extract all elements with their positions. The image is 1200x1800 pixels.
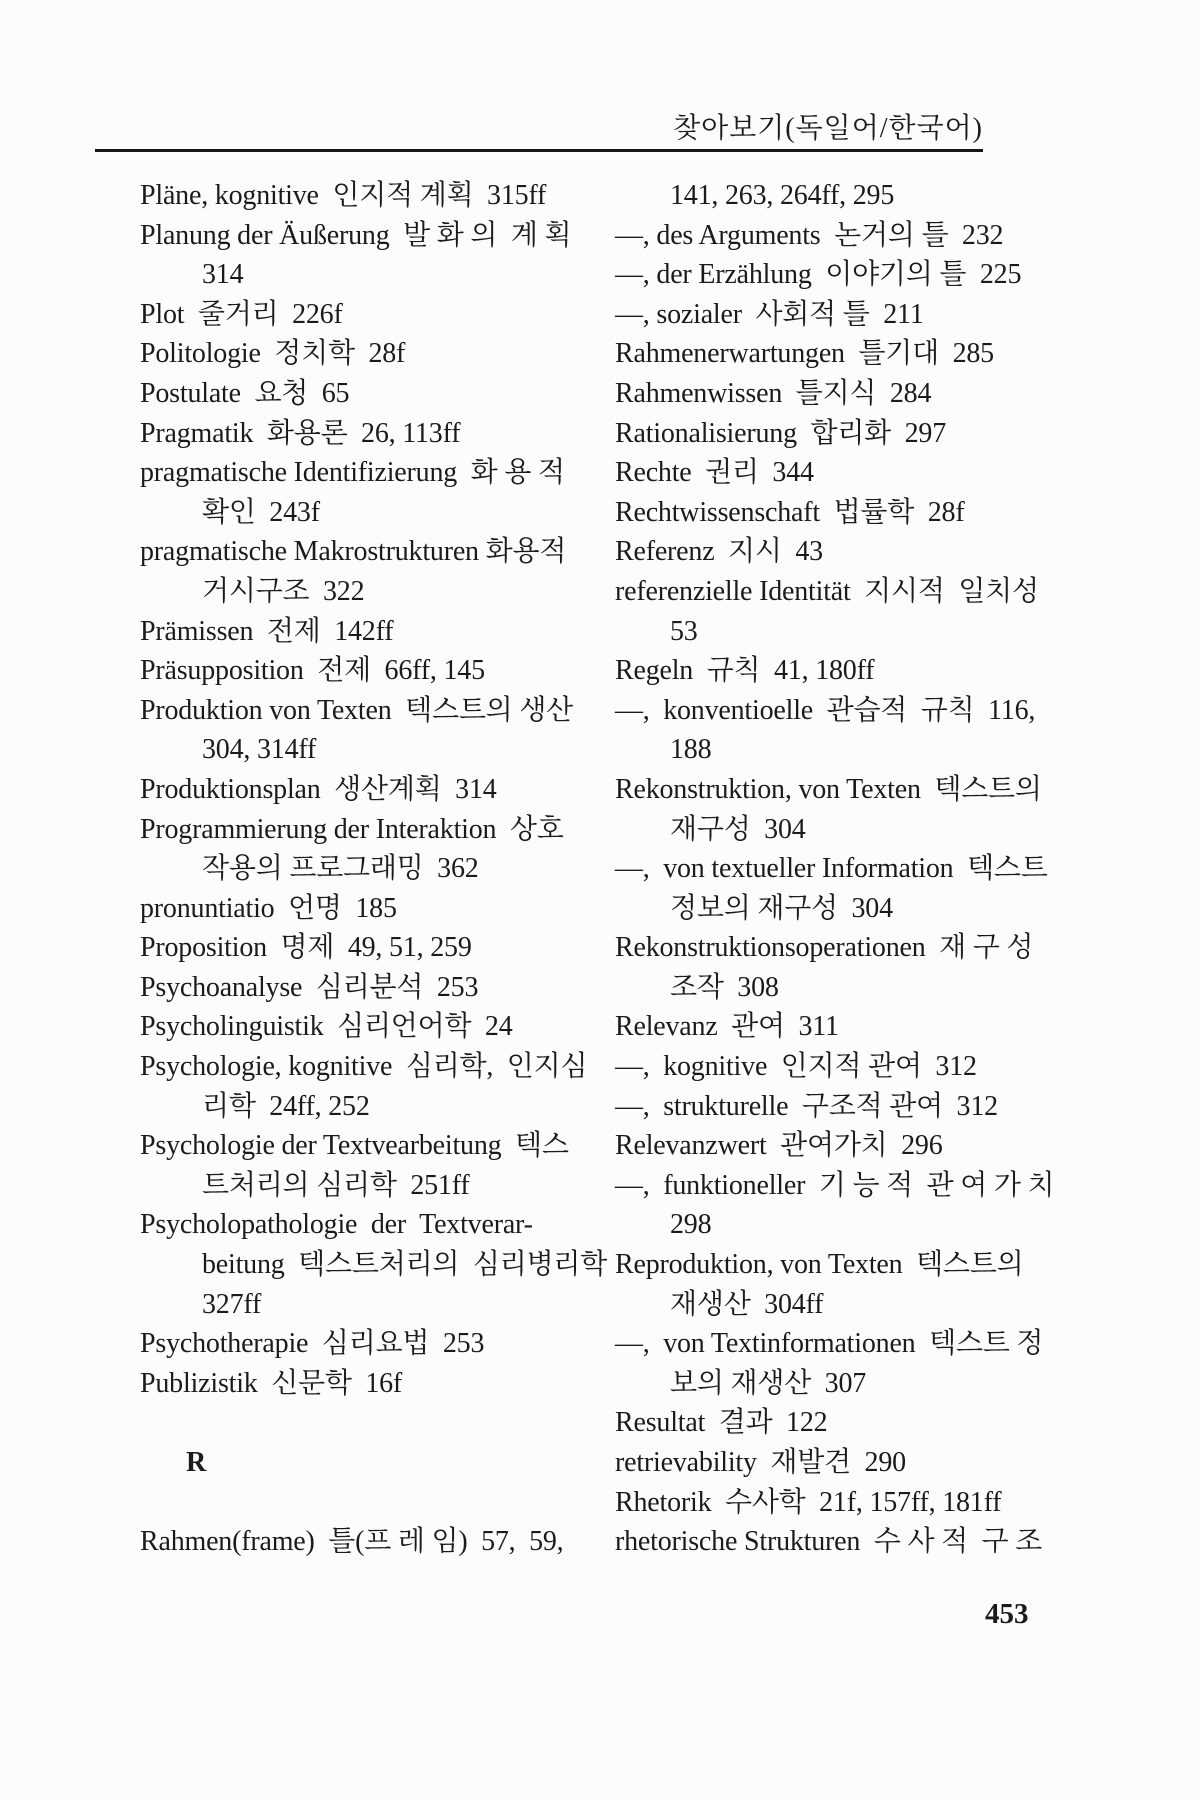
section-heading: R <box>186 1447 207 1478</box>
index-line: retrievability 재발견 290 <box>615 1447 906 1478</box>
index-line: 트처리의 심리학 251ff <box>202 1169 470 1201</box>
index-line: 53 <box>670 615 698 647</box>
index-line: 304, 314ff <box>202 734 317 766</box>
index-line: Publizistik 신문학 16f <box>140 1367 403 1399</box>
index-line: —, konventioelle 관습적 규칙 116, <box>615 694 1036 726</box>
index-line: Psychologie der Textvearbeitung 텍스 <box>140 1130 569 1162</box>
index-line: Pragmatik 화용론 26, 113ff <box>140 417 461 449</box>
index-line: pragmatische Makrostrukturen 화용적 <box>140 536 567 568</box>
index-line: pragmatische Identifizierung 화 용 적 <box>140 457 565 489</box>
index-line: beitung 텍스트처리의 심리병리학 <box>202 1249 608 1281</box>
index-line: Rekonstruktionsoperationen 재 구 성 <box>615 932 1034 964</box>
index-line: referenzielle Identität 지시적 일치성 <box>615 575 1039 607</box>
index-line: Psycholopathologie der Textverar- <box>140 1209 533 1241</box>
index-line: 정보의 재구성 304 <box>670 892 893 924</box>
index-line: 리학 24ff, 252 <box>202 1090 370 1122</box>
index-line: Programmierung der Interaktion 상호 <box>140 813 564 845</box>
index-line: Präsupposition 전제 66ff, 145 <box>140 655 485 687</box>
index-line: Rationalisierung 합리화 297 <box>615 417 947 449</box>
index-line: —, sozialer 사회적 틀 211 <box>615 298 924 330</box>
index-line: Regeln 규칙 41, 180ff <box>615 655 875 687</box>
index-line: Rhetorik 수사학 21f, 157ff, 181ff <box>615 1486 1002 1518</box>
index-line: Rekonstruktion, von Texten 텍스트의 <box>615 773 1042 805</box>
index-line: Rechtwissenschaft 법률학 28f <box>615 496 965 528</box>
index-line: 188 <box>670 734 712 766</box>
index-line: Psychotherapie 심리요법 253 <box>140 1328 485 1360</box>
index-line: pronuntiatio 언명 185 <box>140 892 397 924</box>
index-line: Relevanz 관여 311 <box>615 1011 839 1043</box>
index-line: Produktionsplan 생산계획 314 <box>140 773 497 805</box>
index-line: Pläne, kognitive 인지적 계획 315ff <box>140 180 547 211</box>
index-line: 거시구조 322 <box>202 575 365 607</box>
index-line: Psychoanalyse 심리분석 253 <box>140 971 479 1003</box>
index-line: Relevanzwert 관여가치 296 <box>615 1130 943 1162</box>
index-line: 327ff <box>202 1288 262 1320</box>
running-head: 찾아보기(독일어/한국어) <box>673 113 983 144</box>
index-line: 확인 243f <box>202 496 320 528</box>
index-line: —, von Textinformationen 텍스트 정 <box>615 1328 1044 1360</box>
index-line: Psychologie, kognitive 심리학, 인지심 <box>140 1051 588 1083</box>
index-line: —, des Arguments 논거의 틀 232 <box>615 219 1004 251</box>
index-line: Proposition 명제 49, 51, 259 <box>140 932 472 964</box>
index-line: Rahmenwissen 틀지식 284 <box>615 377 932 409</box>
index-line: 보의 재생산 307 <box>670 1367 867 1399</box>
index-column-left <box>140 176 610 1562</box>
index-line: 재생산 304ff <box>670 1288 824 1320</box>
index-line: 재구성 304 <box>670 813 806 845</box>
page-number: 453 <box>985 1598 1029 1630</box>
header-rule <box>95 149 983 152</box>
index-line: 141, 263, 264ff, 295 <box>670 180 895 211</box>
index-line: rhetorische Strukturen 수 사 적 구 조 <box>615 1526 1043 1558</box>
index-line: Politologie 정치학 28f <box>140 338 406 370</box>
index-line: Psycholinguistik 심리언어학 24 <box>140 1011 513 1043</box>
index-line: Prämissen 전제 142ff <box>140 615 394 647</box>
index-line: —, kognitive 인지적 관여 312 <box>615 1051 977 1083</box>
index-line: Postulate 요청 65 <box>140 377 350 409</box>
index-line <box>140 1483 610 1523</box>
index-line: —, von textueller Information 텍스트 <box>615 853 1048 885</box>
index-line: Referenz 지시 43 <box>615 536 823 568</box>
index-line: 작용의 프로그래밍 362 <box>202 853 479 885</box>
index-line: Produktion von Texten 텍스트의 생산 <box>140 694 574 726</box>
index-line: Resultat 결과 122 <box>615 1407 828 1439</box>
index-line: 조작 308 <box>670 971 779 1003</box>
index-line: —, funktioneller 기 능 적 관 여 가 치 <box>615 1169 1055 1201</box>
index-line: Rechte 권리 344 <box>615 457 814 489</box>
index-line: Reproduktion, von Texten 텍스트의 <box>615 1249 1024 1281</box>
index-line: Planung der Äußerung 발 화 의 계 획 <box>140 219 572 251</box>
index-line <box>140 1403 610 1443</box>
index-line: Rahmen(frame) 틀(프 레 임) 57, 59, <box>140 1526 564 1558</box>
index-column-right <box>615 176 1055 1562</box>
index-line: —, der Erzählung 이야기의 틀 225 <box>615 259 1022 291</box>
index-line: Plot 줄거리 226f <box>140 298 343 330</box>
index-line: —, strukturelle 구조적 관여 312 <box>615 1090 998 1122</box>
index-line: 298 <box>670 1209 712 1241</box>
index-line: 314 <box>202 259 244 291</box>
index-line: Rahmenerwartungen 틀기대 285 <box>615 338 994 370</box>
